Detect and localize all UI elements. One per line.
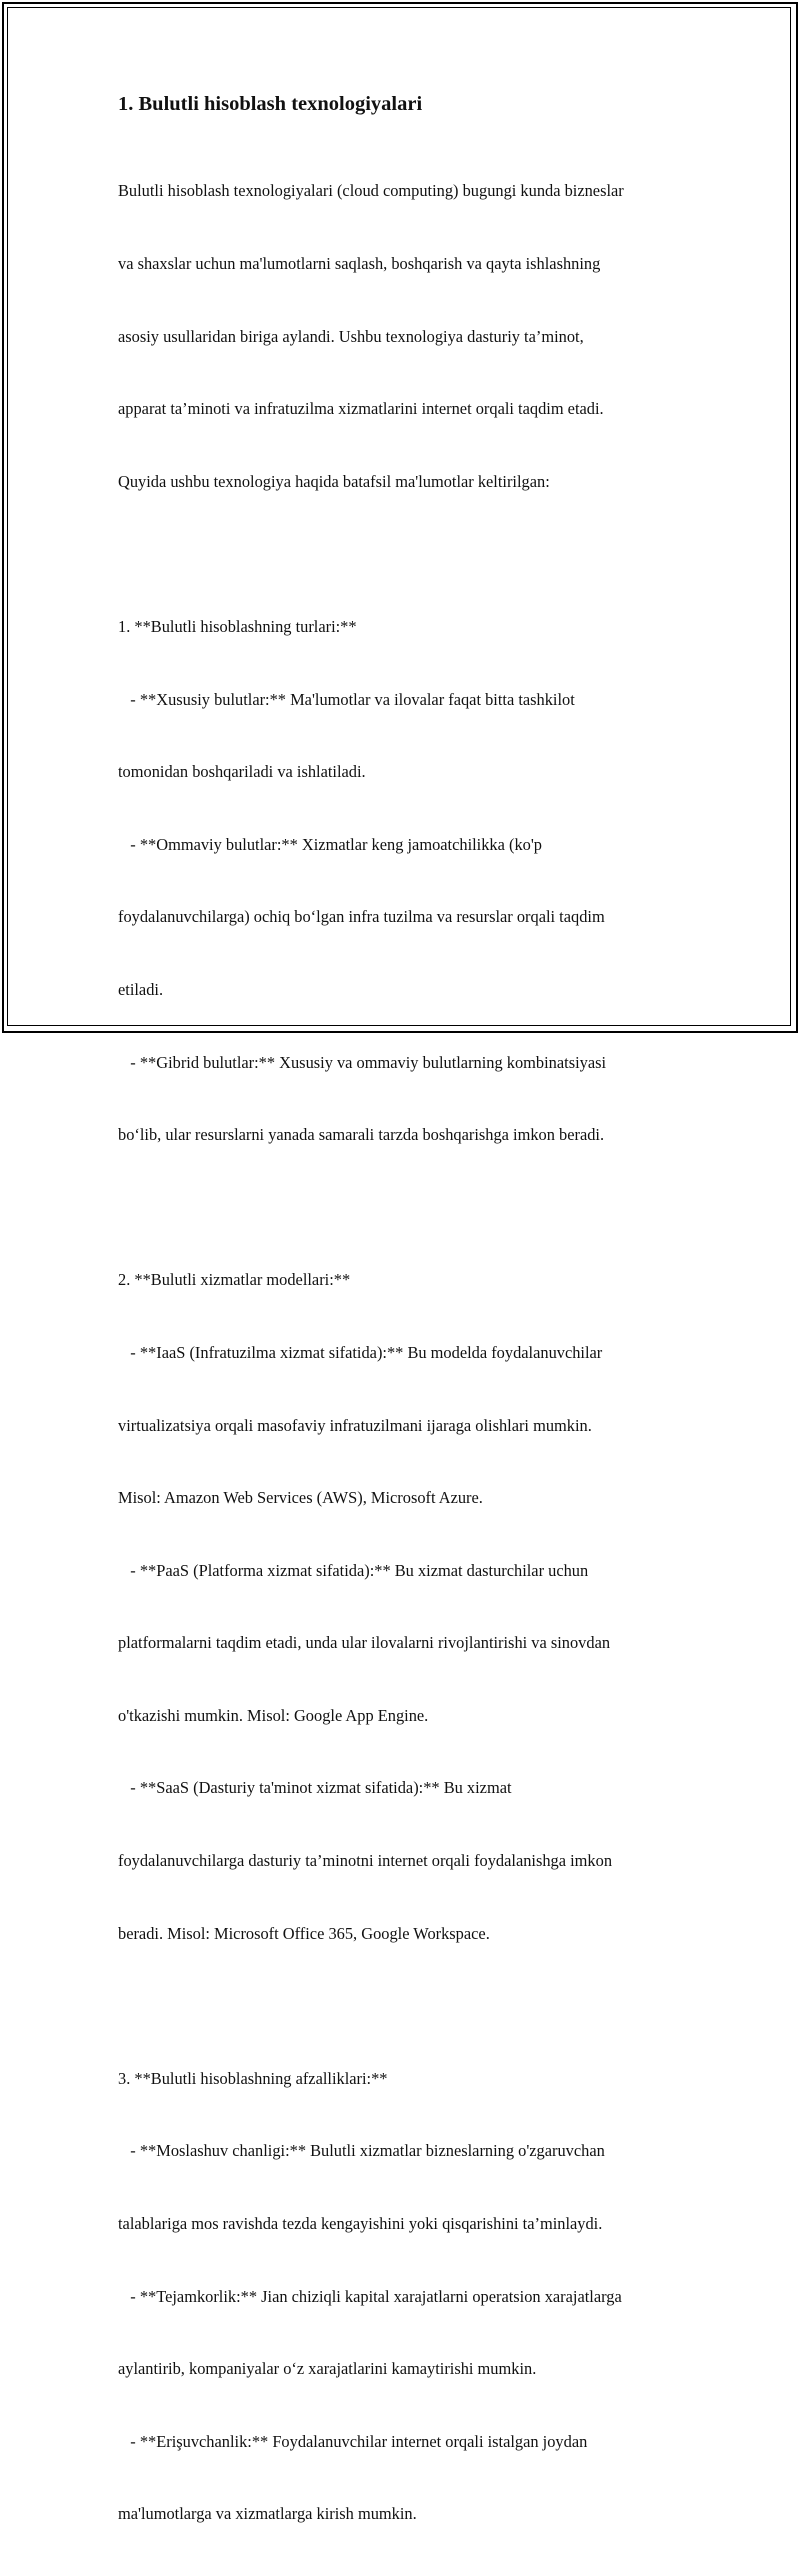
blank-line: [118, 1196, 708, 1220]
text-line: bo‘lib, ular resurslarni yanada samarali tarzda boshqarishga imkon beradi.: [118, 1125, 605, 1145]
text-line: - **Erişuvchanlik:** Foydalanuvchilar internet orqali istalgan joydan: [118, 2431, 588, 2451]
document-content: [118, 92, 708, 2575]
section-title: 3. **Bulutli hisoblashning afzalliklari:**: [118, 2068, 388, 2088]
text-line: tomonidan boshqariladi va ishlatiladi.: [118, 762, 366, 782]
text-line: apparat ta’minoti va infratuzilma xizmatlarini internet orqali taqdim etadi.: [118, 399, 604, 419]
text-line: Quyida ushbu texnologiya haqida batafsil ma'lumotlar keltirilgan:: [118, 471, 550, 491]
text-line: asosiy usullaridan biriga aylandi. Ushbu texnologiya dasturiy ta’minot,: [118, 326, 584, 346]
text-line: - **IaaS (Infratuzilma xizmat sifatida):** Bu modelda foydalanuvchilar: [118, 1342, 603, 1362]
text-line: - **Moslashuv chanligi:** Bulutli xizmatlar bizneslarning o'zgaruvchan: [118, 2141, 605, 2161]
blank-line: [118, 1994, 708, 2018]
section-title: 2. **Bulutli xizmatlar modellari:**: [118, 1270, 351, 1290]
text-line: - **Gibrid bulutlar:** Xususiy va ommaviy bulutlarning kombinatsiyasi: [118, 1052, 607, 1072]
section-title: 1. **Bulutli hisoblashning turlari:**: [118, 616, 357, 636]
text-line: - **Tejamkorlik:** Jian chiziqli kapital xarajatlarni operatsion xarajatlarga: [118, 2286, 622, 2306]
text-line: - **Xususiy bulutlar:** Ma'lumotlar va ilovalar faqat bitta tashkilot: [118, 689, 575, 709]
blank-line: [118, 542, 708, 566]
text-line: - **SaaS (Dasturiy ta'minot xizmat sifatida):** Bu xizmat: [118, 1778, 512, 1798]
text-line: ma'lumotlarga va xizmatlarga kirish mumkin.: [118, 2504, 417, 2524]
text-line: Bulutli hisoblash texnologiyalari (cloud computing) bugungi kunda bizneslar: [118, 181, 624, 201]
text-line: Misol: Amazon Web Services (AWS), Microsoft Azure.: [118, 1488, 483, 1508]
text-line: talablariga mos ravishda tezda kengayishini yoki qisqarishini ta’minlaydi.: [118, 2214, 603, 2234]
text-line: - **PaaS (Platforma xizmat sifatida):** Bu xizmat dasturchilar uchun: [118, 1560, 589, 1580]
text-line: - **Ommaviy bulutlar:** Xizmatlar keng jamoatchilikka (ko'p: [118, 834, 542, 854]
text-line: etiladi.: [118, 979, 164, 999]
text-line: aylantirib, kompaniyalar o‘z xarajatlarini kamaytirishi mumkin.: [118, 2359, 537, 2379]
text-line: foydalanuvchilarga) ochiq bo‘lgan infra tuzilma va resurslar orqali taqdim: [118, 907, 605, 927]
document-body: [118, 131, 708, 2575]
text-line: o'tkazishi mumkin. Misol: Google App Engine.: [118, 1705, 429, 1725]
text-line: virtualizatsiya orqali masofaviy infratuzilmani ijaraga olishlari mumkin.: [118, 1415, 592, 1435]
document-heading: 1. Bulutli hisoblash texnologiyalari: [118, 93, 423, 115]
text-line: foydalanuvchilarga dasturiy ta’minotni internet orqali foydalanishga imkon: [118, 1851, 613, 1871]
text-line: beradi. Misol: Microsoft Office 365, Google Workspace.: [118, 1923, 490, 1943]
text-line: platformalarni taqdim etadi, unda ular ilovalarni rivojlantirishi va sinovdan: [118, 1633, 611, 1653]
text-line: va shaxslar uchun ma'lumotlarni saqlash, boshqarish va qayta ishlashning: [118, 254, 601, 273]
